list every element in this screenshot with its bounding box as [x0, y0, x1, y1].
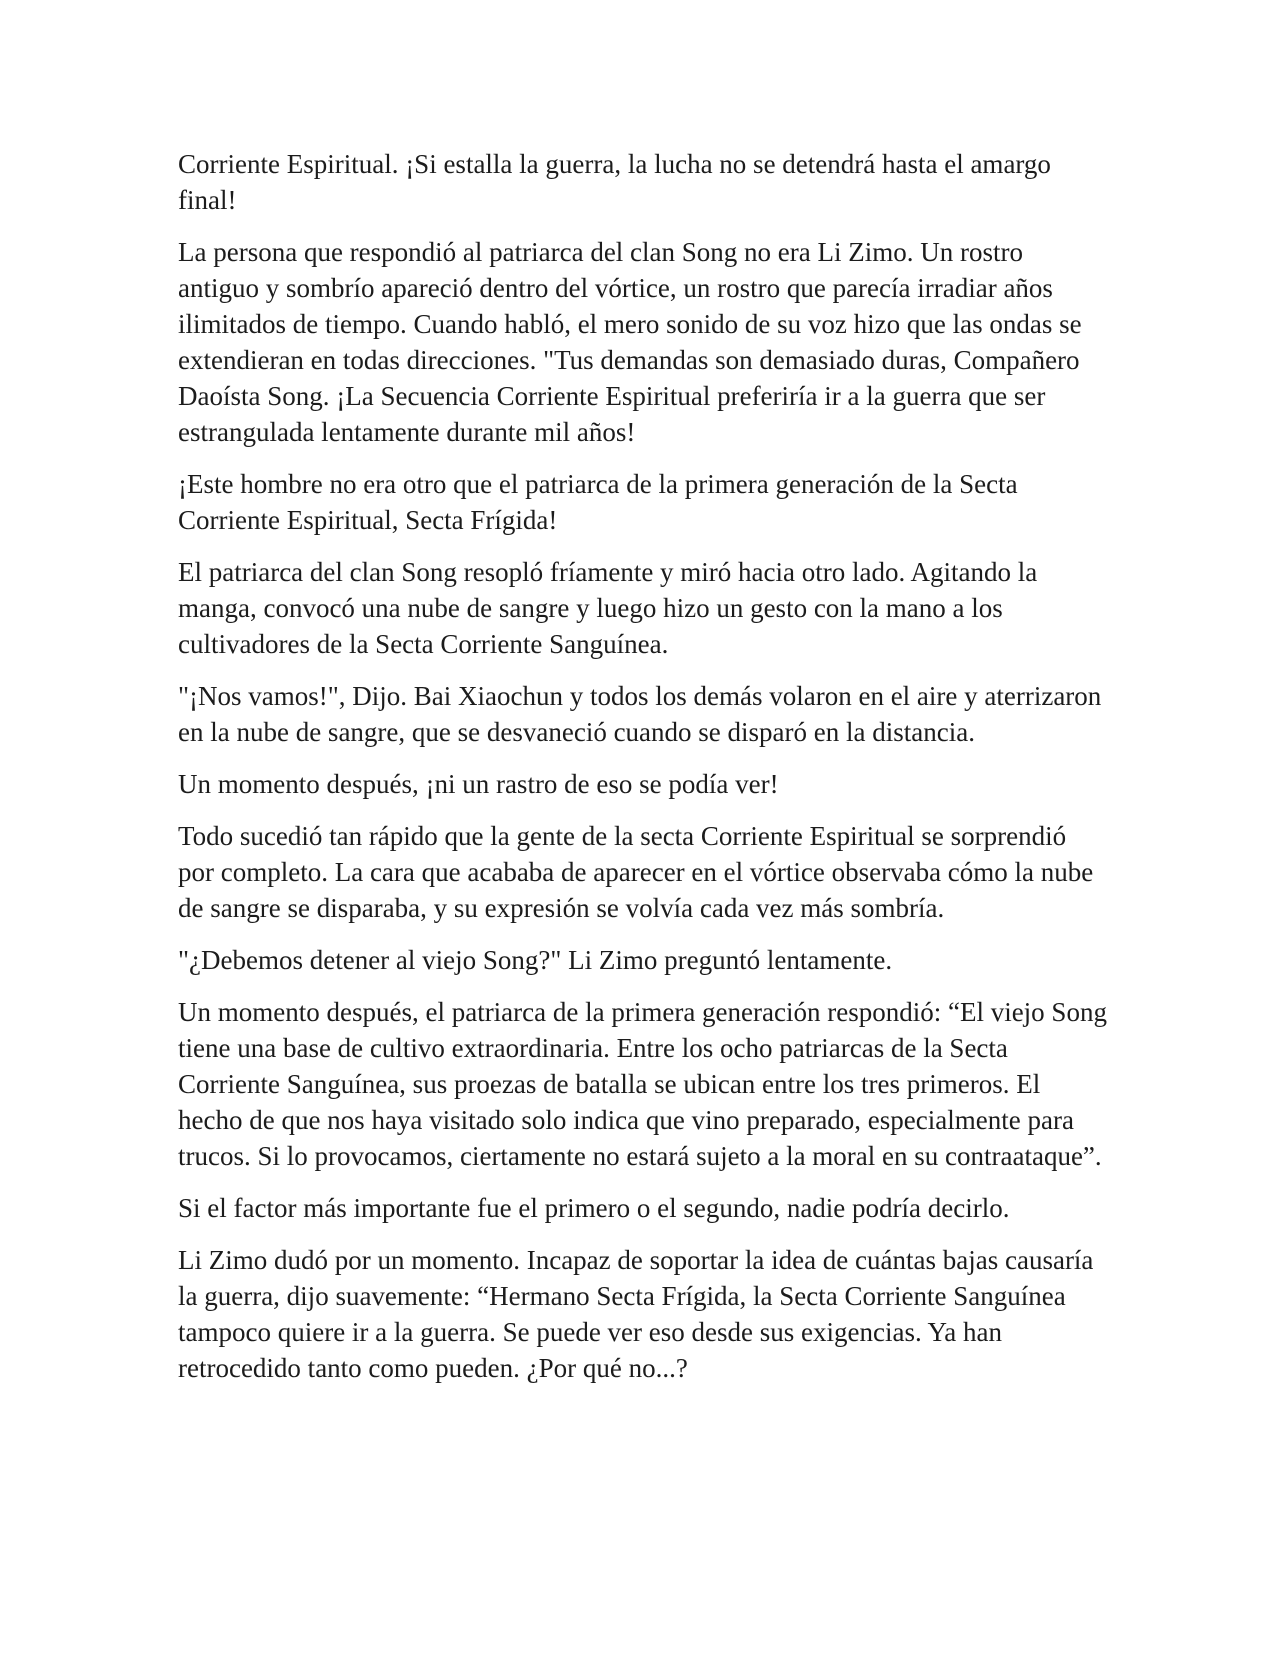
paragraph-4: El patriarca del clan Song resopló fríamente y miró hacia otro lado. Agitando la manga, convocó una nube de sangre y luego hizo un gesto con la mano a los cultivadores de la Secta Corriente Sanguínea.	[178, 557, 1038, 659]
paragraph-7: Todo sucedió tan rápido que la gente de la secta Corriente Espiritual se sorprendió por completo. La cara que acababa de aparecer en el vórtice observaba cómo la nube de sangre se disparaba, y su expresión se volvía cada vez más sombría.	[178, 821, 1094, 923]
paragraph-9: Un momento después, el patriarca de la primera generación respondió: “El viejo Song tiene una base de cultivo extraordinaria. Entre los ocho patriarcas de la Secta Corriente Sanguínea, sus proezas de batalla se ubican entre los tres primeros. El hecho de que nos haya visitado solo indica que vino preparado, especialmente para trucos. Si lo provocamos, ciertamente no estará sujeto a la moral en su contraataque”.	[178, 997, 1107, 1171]
paragraph-11: Li Zimo dudó por un momento. Incapaz de soportar la idea de cuántas bajas causaría la guerra, dijo suavemente: “Hermano Secta Frígida, la Secta Corriente Sanguínea tampoco quiere ir a la guerra. Se puede ver eso desde sus exigencias. Ya han retrocedido tanto como pueden. ¿Por qué no...?	[178, 1245, 1094, 1383]
paragraph-2: La persona que respondió al patriarca del clan Song no era Li Zimo. Un rostro antiguo y sombrío apareció dentro del vórtice, un rostro que parecía irradiar años ilimitados de tiempo. Cuando habló, el mero sonido de su voz hizo que las ondas se extendieran en todas direcciones. "Tus demandas son demasiado duras, Compañero Daoísta Song. ¡La Secuencia Corriente Espiritual preferiría ir a la guerra que ser estrangulada lentamente durante mil años!	[178, 237, 1082, 447]
paragraph-8: "¿Debemos detener al viejo Song?" Li Zimo preguntó lentamente.	[178, 945, 893, 975]
paragraph-3: ¡Este hombre no era otro que el patriarca de la primera generación de la Secta Corriente Espiritual, Secta Frígida!	[178, 469, 1018, 535]
paragraph-5: "¡Nos vamos!", Dijo. Bai Xiaochun y todos los demás volaron en el aire y aterrizaron en la nube de sangre, que se desvaneció cuando se disparó en la distancia.	[178, 681, 1102, 747]
document-page	[178, 146, 1108, 1402]
paragraph-6: Un momento después, ¡ni un rastro de eso se podía ver!	[178, 769, 779, 799]
paragraph-10: Si el factor más importante fue el primero o el segundo, nadie podría decirlo.	[178, 1193, 1010, 1223]
paragraph-1: Corriente Espiritual. ¡Si estalla la guerra, la lucha no se detendrá hasta el amargo final!	[178, 149, 1051, 215]
